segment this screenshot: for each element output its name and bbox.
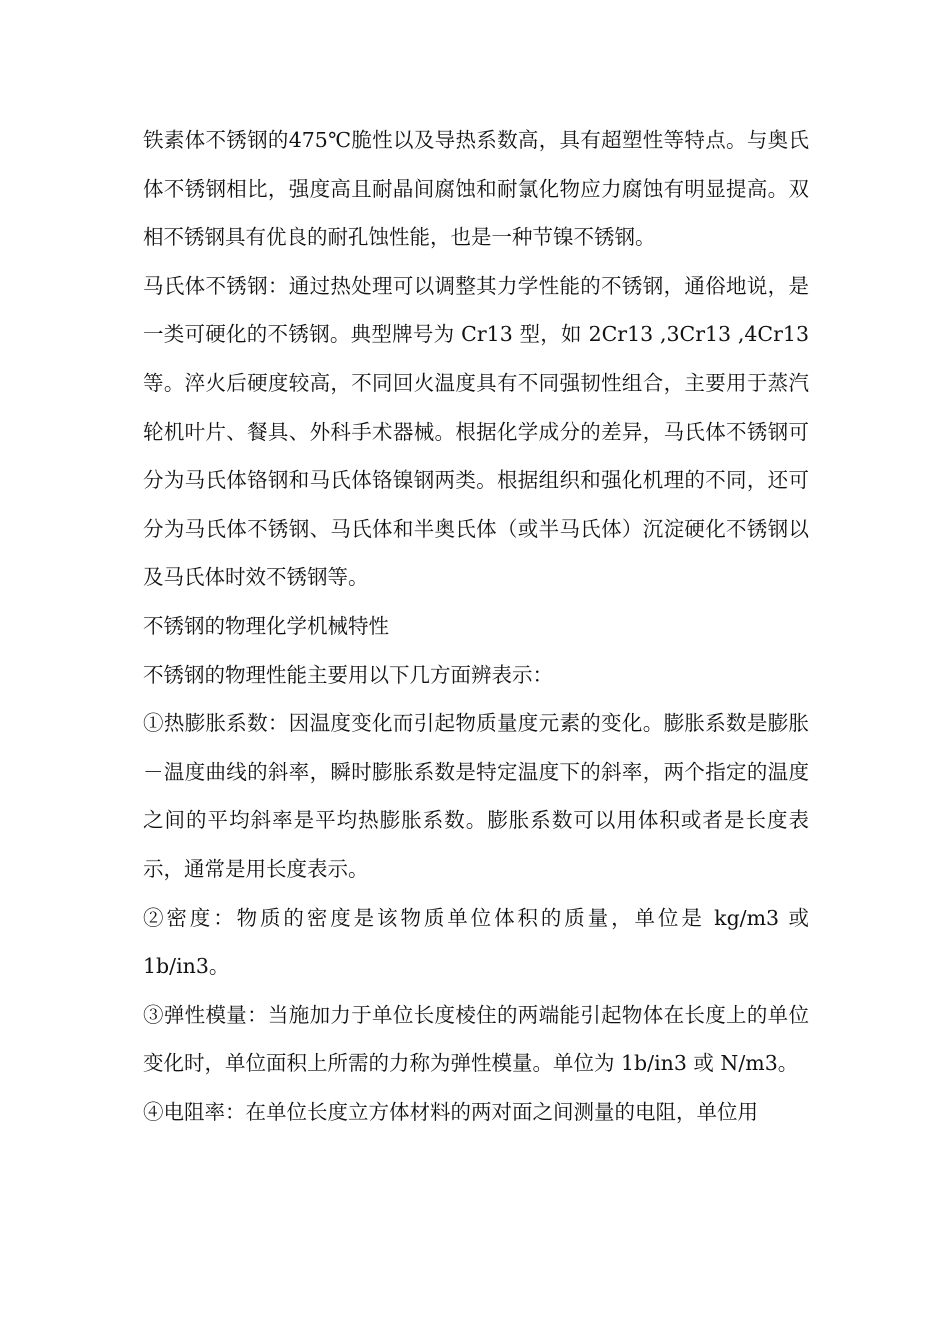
paragraph-martensitic: 马氏体不锈钢：通过热处理可以调整其力学性能的不锈钢，通俗地说，是一类可硬化的不锈钢。典型牌号为 Cr13 型，如 2Cr13 ,3Cr13 ,4Cr13 等。淬火后硬度较高，不同回火温度具有不同强韧性组合，主要用于蒸汽轮机叶片、餐具、外科手术器械。根据化学成分的差异，马氏体不锈钢可分为马氏体铬钢和马氏体铬镍钢两类。根据组织和强化机理的不同，还可分为马氏体不锈钢、马氏体和半奥氏体（或半马氏体）沉淀硬化不锈钢以及马氏体时效不锈钢等。 <box>143 273 809 590</box>
paragraph-thermal-expansion: ①热膨胀系数：因温度变化而引起物质量度元素的变化。膨胀系数是膨胀－温度曲线的斜率，瞬时膨胀系数是特定温度下的斜率，两个指定的温度之间的平均斜率是平均热膨胀系数。膨胀系数可以用体积或者是长度表示，通常是用长度表示。 <box>143 711 809 881</box>
section-heading-properties: 不锈钢的物理化学机械特性 <box>143 613 389 638</box>
paragraph-resistivity: ④电阻率：在单位长度立方体材料的两对面之间测量的电阻，单位用 <box>143 1099 758 1124</box>
paragraph-ferritic-duplex: 铁素体不锈钢的475℃脆性以及导热系数高，具有超塑性等特点。与奥氏体不锈钢相比，强度高且耐晶间腐蚀和耐氯化物应力腐蚀有明显提高。双相不锈钢具有优良的耐孔蚀性能，也是一种节镍不锈钢。 <box>143 128 809 250</box>
paragraph-physical-intro: 不锈钢的物理性能主要用以下几方面辨表示： <box>143 662 553 687</box>
document-body <box>143 116 809 1136</box>
paragraph-density: ②密度：物质的密度是该物质单位体积的质量，单位是 kg/m3 或 1b/in3。 <box>143 905 809 979</box>
paragraph-elastic-modulus: ③弹性模量：当施加力于单位长度棱住的两端能引起物体在长度上的单位变化时，单位面积上所需的力称为弹性模量。单位为 1b/in3 或 N/m3。 <box>143 1002 809 1076</box>
